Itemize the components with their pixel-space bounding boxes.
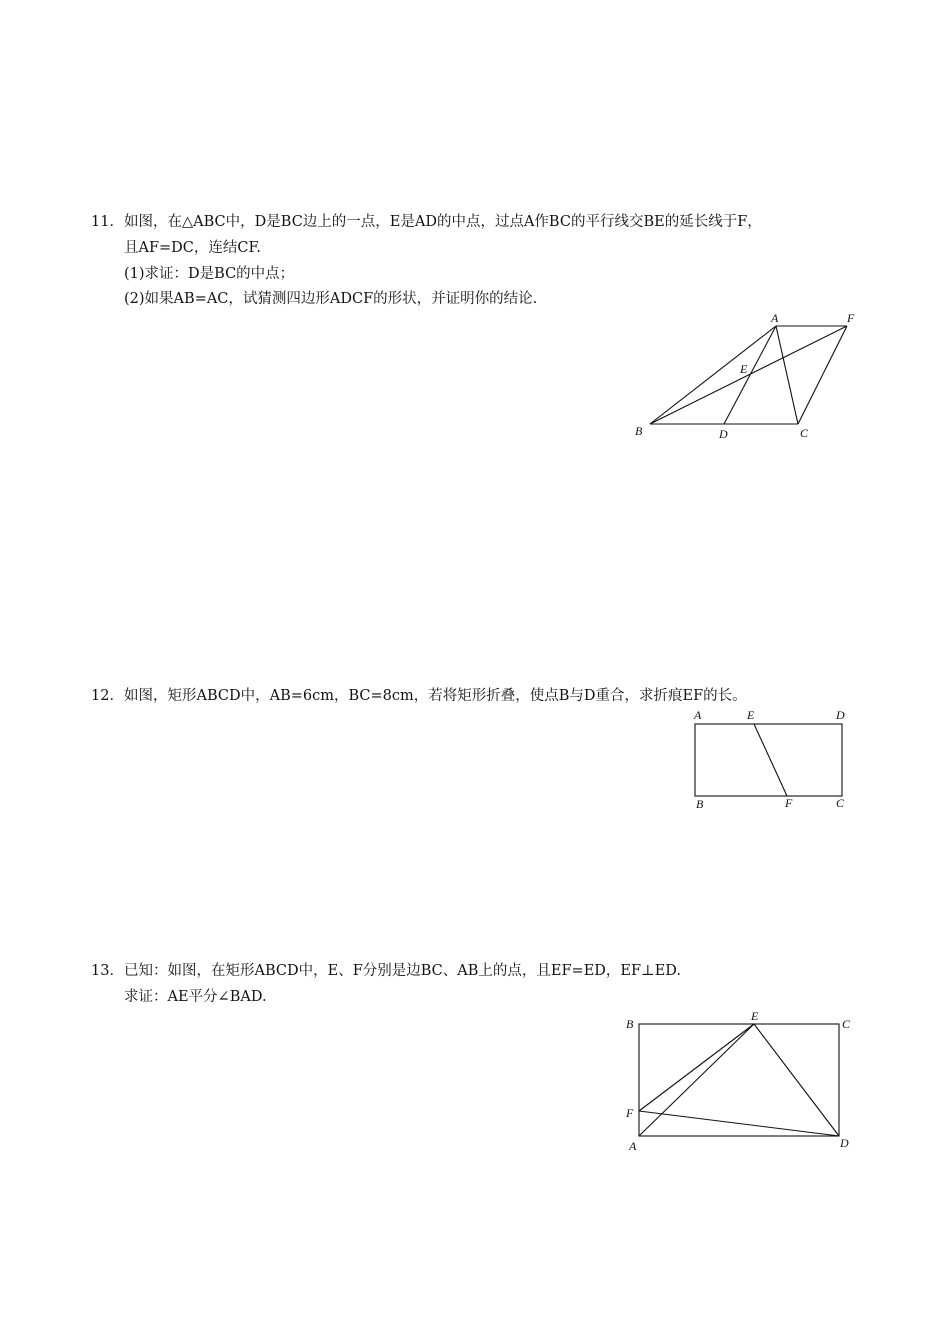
point-label-D: D [840, 1136, 849, 1150]
rectangle-ABCD [639, 1024, 839, 1136]
problem-text-line: (2)如果AB=AC，试猜测四边形ADCF的形状，并证明你的结论. [124, 291, 538, 307]
segment-FD [639, 1111, 839, 1136]
point-label-A: A [629, 1139, 637, 1153]
problem-text-line: 如图，矩形ABCD中，AB=6cm，BC=8cm，若将矩形折叠，使点B与D重合，求折痕EF的长。 [124, 688, 747, 704]
segment-EF [639, 1024, 754, 1111]
problem-text-line: (1)求证：D是BC的中点； [124, 266, 295, 282]
point-label-A: A [771, 311, 779, 325]
point-label-A: A [694, 708, 702, 722]
problem-text-line: 如图，在△ABC中，D是BC边上的一点，E是AD的中点，过点A作BC的平行线交BE的延长线于F， [124, 214, 762, 230]
point-label-B: B [696, 797, 704, 811]
point-label-C: C [842, 1017, 851, 1031]
segment-AE [639, 1024, 754, 1136]
point-label-C: C [800, 426, 809, 440]
segment-ED [754, 1024, 839, 1136]
point-label-F: F [626, 1106, 634, 1120]
problem-text-line: 已知：如图，在矩形ABCD中，E、F分别是边BC、AB上的点，且EF=ED，EF⊥ED. [124, 963, 681, 979]
problem-text-line: 求证：AE平分∠BAD. [124, 989, 267, 1005]
point-label-B: B [626, 1017, 634, 1031]
problem-number: 13． [91, 963, 124, 979]
problem-text-line: 且AF=DC，连结CF. [124, 240, 261, 256]
point-label-D: D [836, 708, 845, 722]
point-label-E: E [747, 708, 755, 722]
point-label-E: E [751, 1009, 759, 1023]
point-label-F: F [785, 796, 793, 810]
point-label-B: B [635, 424, 643, 438]
point-label-F: F [847, 311, 855, 325]
point-label-C: C [836, 796, 845, 810]
point-label-D: D [719, 427, 728, 441]
problem-number: 12． [91, 688, 124, 704]
point-label-E: E [740, 362, 748, 376]
problem-number: 11． [91, 214, 124, 230]
